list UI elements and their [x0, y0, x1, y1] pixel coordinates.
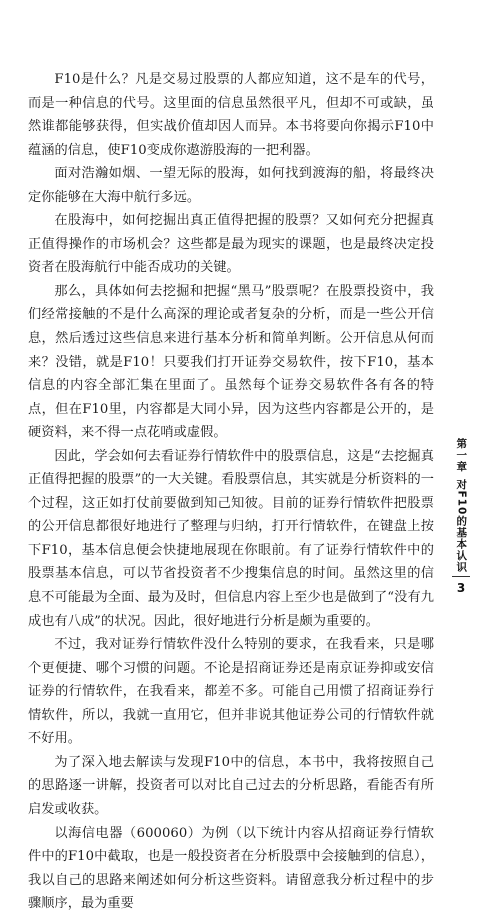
paragraph: 那么，具体如何去挖掘和把握“黑马”股票呢？在股票投资中，我们经常接触的不是什么高深的理论或者复杂的分析，而是一些公开信息，然后透过这些信息来进行基本分析和简单判断。公开信息从何而来？没错，就是F10！只要我们打开证券交易软件，按下F10，基本信息的内容全部汇集在里面了。虽然每个证券交易软件各有各的特点，但在F10里，内容都是大同小异，因为这些内容都是公开的，是硬资料，来不得一点花哨或虚假。 [28, 283, 434, 441]
paragraph: 因此，学会如何去看证券行情软件中的股票信息，这是“去挖掘真正值得把握的股票”的一大关键。看股票信息，其实就是分析资料的一个过程，这正如打仗前要做到知己知彼。目前的证券行情软件把股票的公开信息都很好地进行了整理与归纳，打开行情软件，在键盘上按下F10，基本信息便会快捷地展现在你眼前。有了证券行情软件中的股票基本信息，可以节省投资者不少搜集信息的时间。虽然这里的信息不可能最为全面、最为及时，但信息内容上至少也是做到了“没有九成也有八成”的状况。因此，很好地进行分析是颇为重要的。 [28, 448, 434, 629]
page-number: 3 [456, 581, 466, 596]
chapter-label: 第一章 [455, 438, 468, 473]
paragraph: 以海信电器（600060）为例（以下统计内容从招商证券行情软件中的F10中截取，也是一般投资者在分析股票中会接触到的信息），我以自己的思路来阐述如何分析这些资料。请留意我分析过程中的步骤顺序，最为重要 [28, 825, 434, 912]
chapter-title: 对F10的基本认识 [455, 478, 468, 573]
divider [452, 576, 470, 577]
chapter-side-tab [450, 438, 472, 595]
paragraph: 在股海中，如何挖掘出真正值得把握的股票？又如何充分把握真正值得操作的市场机会？这些都是最为现实的课题，也是最终决定投资者在股海航行中能否成功的关键。 [28, 213, 434, 276]
paragraph: F10是什么？凡是交易过股票的人都应知道，这不是车的代号，而是一种信息的代号。这里面的信息虽然很平凡，但却不可或缺，虽然谁都能够获得，但实战价值却因人而异。本书将要向你揭示F10中蕴涵的信息，使F10变成你遨游股海的一把利器。 [28, 72, 434, 158]
paragraph: 面对浩瀚如烟、一望无际的股海，如何找到渡海的船，将最终决定你能够在大海中航行多远。 [28, 166, 434, 205]
paragraph: 不过，我对证券行情软件没什么特别的要求，在我看来，只是哪个更便捷、哪个习惯的问题。不论是招商证券还是南京证券抑或安信证券的行情软件，在我看来，都差不多。可能自己用惯了招商证券行情软件，所以，我就一直用它，但并非说其他证券公司的行情软件就不好用。 [28, 637, 434, 747]
paragraph: 为了深入地去解读与发现F10中的信息，本书中，我将按照自己的思路逐一讲解，投资者可以对比自己过去的分析思路，看能否有所启发或收获。 [28, 754, 434, 817]
body-text [28, 68, 434, 916]
